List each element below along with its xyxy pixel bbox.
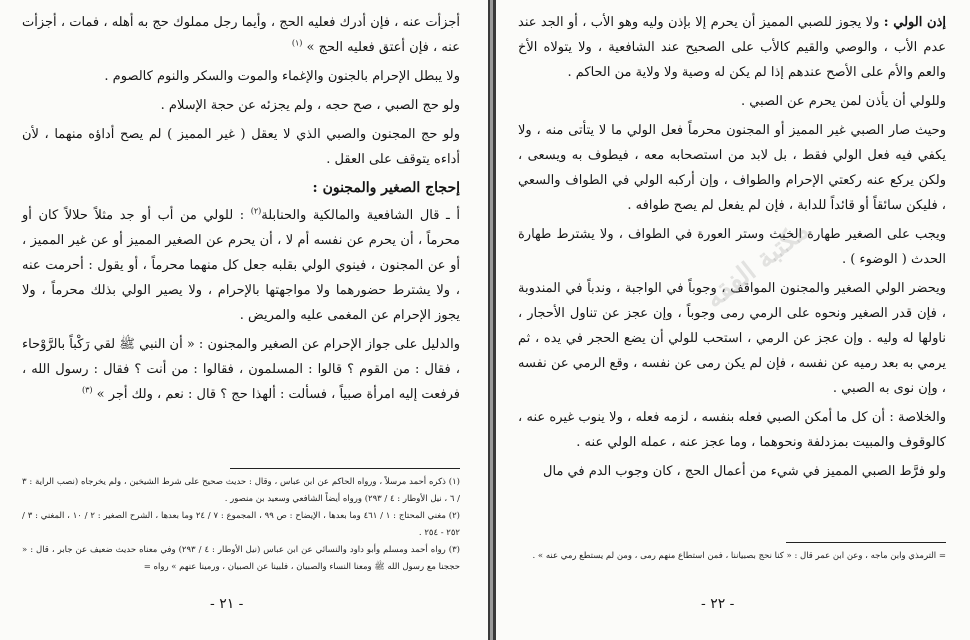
section-heading: إحجاج الصغير والمجنون : <box>312 180 460 196</box>
right-paragraph: ولو فرَّط الصبي المميز في شيء من أعمال الحج ، كان وجوب الدم في مال <box>543 464 946 479</box>
right-paragraph: ويحضر الولي الصغير والمجنون المواقف ، وجوباً في الواجبة ، وندباً في المندوبة ، فإن قدر الصغير ونحوه على الرمي رمى وجوباً ، وإن عجز عن تناول الأحجار ، ناولها له وليه . وإن عجز عن الرمي ، استحب للولي أن يضع الحجر في يده ، ثم يرمي به بعد رميه عن نفسه ، فإن لم يكن رمى عن نفسه ، وقع الرمي عن نفسه ، وإن نوى به الصبي . <box>518 281 947 396</box>
book-gutter <box>488 0 496 640</box>
left-body <box>22 10 460 407</box>
right-footnotes <box>518 548 946 565</box>
footnote-ref[interactable]: (١) <box>291 38 303 48</box>
footnote: = الترمذي وابن ماجه ، وعن ابن عمر قال : « كنا نحج بصبياننا ، فمن استطاع منهم رمى ، ومن لم يستطع رمي عنه » . <box>532 551 946 561</box>
lead-heading: إذن الولي : <box>883 15 946 30</box>
footnote: (٣) رواه أحمد ومسلم وأبو داود والنسائي عن ابن عباس (نيل الأوطار : ٤ / ٢٩٣) وفي معناه حديث ضعيف عن جابر ، قال : « حججنا مع رسول الله ﷺ ومعنا النساء والصبيان ، فلبينا عن الصبيان ، ورمينا عنهم » رواه = <box>22 545 460 572</box>
footnote: (٢) مغني المحتاج : ١ / ٤٦١ وما بعدها ، الإيضاح : ص ٩٩ ، المجموع : ٧ / ٢٤ وما بعدها ، الشرح الصغير : ٢ / ١٠ ، المغني : ٣ / ٢٥٢ - ٢٥٤ . <box>22 511 460 538</box>
footnote-divider <box>786 542 946 543</box>
right-paragraph: ويجب على الصغير طهارة الخبث وستر العورة في الطواف ، ولا يشترط طهارة الحدث ( الوضوء ) . <box>518 227 946 267</box>
right-paragraph: وحيث صار الصبي غير المميز أو المجنون محرماً فعل الولي ما لا يتأتى منه ، ولا يكفي فيه فعل الولي فقط ، بل لابد من استصحابه معه ، فيطوف به ويسعى ، ولكن يركع عنه ركعتي الإحرام والطواف ، وإن أركبه الولي في الطواف والسعي ، فليكن سائقاً أو قائداً للدابة ، فإن لم يفعل لم يصح طوافه . <box>518 123 946 213</box>
right-page <box>496 0 970 640</box>
footnote: (١) ذكره أحمد مرسلاً ، ورواه الحاكم عن ابن عباس ، وقال : حديث صحيح على شرط الشيخين ، ولم يخرجاه (نصب الراية : ٣ / ٦ ، نيل الأوطار : ٤ / ٢٩٣) ورواه أيضاً الشافعي وسعيد بن منصور . <box>22 477 460 504</box>
footnote-divider <box>230 468 460 469</box>
footnote-ref[interactable]: (٣) <box>81 385 93 395</box>
left-paragraph: أ ـ قال الشافعية والمالكية والحنابلة$^{(٢)}$ : للولي من أب أو جد مثلاً حلالاً كان أو محرماً ، أن يحرم عن نفسه أم لا ، أن يحرم عن الصغير المميز أو عن غير المميز ، أو عن المجنون ، فينوي الولي بقلبه جعل كل منهما محرماً ، أو يقول : أحرمت عنه ، ولا يشترط حضورهما ولا مواجهتها بالإحرام ، ولا يصير الولي بذلك محرماً ، ولا يجوز الإحرام عن المغمى عليه والمريض . <box>22 206 460 323</box>
footnote-ref[interactable]: (٢) <box>250 206 262 216</box>
left-footnotes <box>22 474 460 576</box>
left-paragraph: أجزأت عنه ، فإن أدرك فعليه الحج ، وأيما رجل مملوك حج به أهله ، فمات ، أجزأت عنه ، فإن أعتق فعليه الحج » $^{(١)}$ <box>22 15 460 55</box>
left-paragraph: ولا يبطل الإحرام بالجنون والإغماء والموت والسكر والنوم كالصوم . <box>104 69 460 84</box>
page-number: - ٢٢ - <box>701 596 735 612</box>
right-body <box>518 10 946 484</box>
watermark: مكتبة الفقه <box>699 215 815 315</box>
left-paragraph: والدليل على جواز الإحرام عن الصغير والمجنون : « أن النبي ﷺ لقي رَكْباً بالرَّوْحاء ، فقال : من القوم ؟ قالوا : المسلمون ، فقالوا : من أنت ؟ فقال : رسول الله ، فرفعت إليه امرأة صبياً ، فسألت : ألهذا حج ؟ قال : نعم ، ولك أجر » $^{(٣)}$ <box>22 337 460 402</box>
left-paragraph: ولو حج المجنون والصبي الذي لا يعقل ( غير المميز ) لم يصح أداؤه منهما ، لأن أداءه يتوقف على العقل . <box>22 127 460 167</box>
right-paragraph: والخلاصة : أن كل ما أمكن الصبي فعله بنفسه ، لزمه فعله ، ولا ينوب غيره عنه ، كالوقوف والمبيت بمزدلفة ونحوهما ، وما عجز عنه ، عمله الولي عنه . <box>518 410 946 450</box>
page-number: - ٢١ - <box>210 596 244 612</box>
right-paragraph: إذن الولي : ولا يجوز للصبي المميز أن يحرم إلا بإذن وليه وهو الأب ، أو الجد عند عدم الأب ، والوصي والقيم كالأب على الصحيح عند الشافعية ، ولا يتولاه الأخ والعم والأم على الأصح عندهم إذا لم يكن له وصية ولا ولاية من الحاكم . <box>518 15 946 80</box>
right-paragraph: وللولي أن يأذن لمن يحرم عن الصبي . <box>740 94 946 109</box>
left-paragraph: ولو حج الصبي ، صح حجه ، ولم يجزئه عن حجة الإسلام . <box>160 98 460 113</box>
